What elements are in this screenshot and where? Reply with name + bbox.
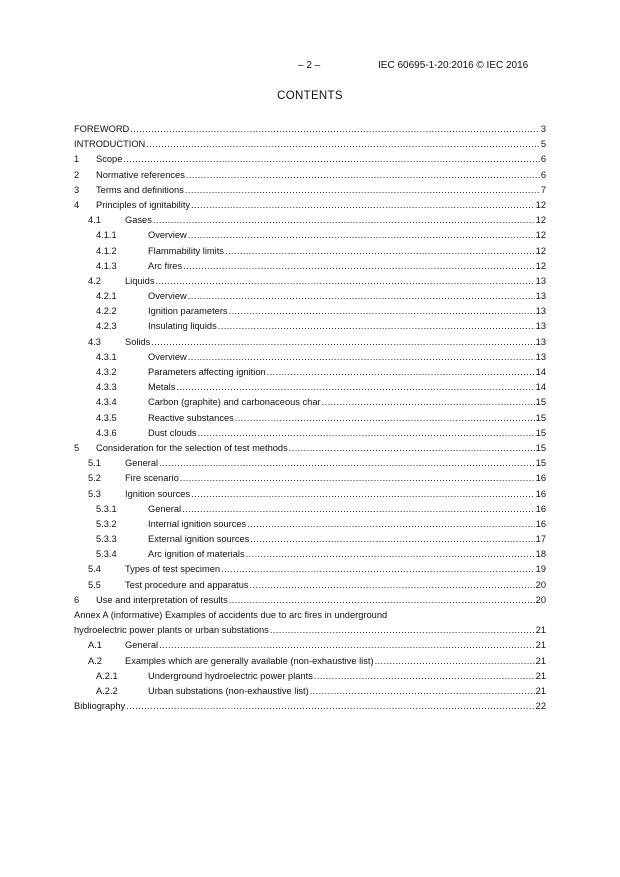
toc-entry-title-line2 (74, 623, 546, 638)
toc-entry-number: A.1 (88, 640, 102, 651)
toc-entry[interactable] (74, 137, 546, 152)
toc-entry-number: 6 (74, 594, 80, 605)
toc-entry-page: 22 (535, 701, 546, 712)
toc-entry-number: 4 (74, 199, 80, 210)
dot-leader (235, 411, 535, 426)
dot-leader (188, 289, 535, 304)
toc-entry-title: Internal ignition sources (148, 518, 247, 529)
toc-entry[interactable] (74, 426, 546, 441)
toc-entry-number: 4.1.3 (96, 260, 117, 271)
toc-entry-page: 13 (535, 336, 546, 347)
toc-entry-number: 4.3.3 (96, 382, 117, 393)
toc-entry-page: 18 (535, 549, 546, 560)
dot-leader (182, 502, 535, 517)
toc-entry[interactable] (74, 532, 546, 547)
dot-leader (146, 137, 540, 152)
toc-entry-title: Types of test specimen (125, 564, 221, 575)
toc-entry-page: 13 (535, 321, 546, 332)
toc-entry-number: 1 (74, 154, 80, 165)
toc-entry-number: 5.2 (88, 473, 101, 484)
toc-entry-page: 7 (540, 184, 546, 195)
toc-entry-page: 15 (535, 397, 546, 408)
toc-entry[interactable] (74, 213, 546, 228)
toc-entry-number: 4.3 (88, 336, 101, 347)
dot-leader (229, 304, 535, 319)
dot-leader (130, 122, 540, 137)
dot-leader (123, 152, 539, 167)
toc-entry[interactable] (74, 684, 546, 699)
toc-entry-page: 13 (535, 306, 546, 317)
toc-entry-title: Solids (125, 336, 151, 347)
toc-entry-title: INTRODUCTION (74, 139, 146, 150)
toc-entry-page: 14 (535, 382, 546, 393)
toc-entry[interactable] (74, 122, 546, 137)
dot-leader (159, 456, 535, 471)
toc-entry-title: Overview (148, 351, 187, 362)
toc-entry-title: General (125, 640, 159, 651)
dot-leader (188, 228, 535, 243)
toc-entry-title: Scope (96, 154, 123, 165)
toc-entry-title: FOREWORD (74, 124, 130, 134)
toc-entry-page: 6 (540, 169, 546, 180)
dot-leader (247, 517, 534, 532)
toc-entry-title: Arc fires (148, 260, 183, 271)
toc-entry-title: External ignition sources (148, 534, 250, 545)
toc-entry-number: 4.2.1 (96, 291, 117, 302)
toc-entry[interactable] (74, 274, 546, 289)
toc-entry[interactable] (74, 456, 546, 471)
toc-entry-page: 12 (535, 245, 546, 256)
toc-entry-number: 4.3.6 (96, 427, 117, 438)
toc-entry[interactable] (74, 350, 546, 365)
toc-entry-page: 19 (535, 564, 546, 575)
toc-entry-title: Use and interpretation of results (96, 594, 228, 605)
toc-entry-title: Annex A (informative) Examples of accidents due to arc fires in underground (74, 610, 388, 620)
toc-entry-title: Terms and definitions (96, 184, 184, 195)
toc-entry-number: A.2 (88, 655, 102, 666)
toc-entry-title: Carbon (graphite) and carbonaceous char (148, 397, 321, 408)
toc-entry[interactable] (74, 502, 546, 517)
dot-leader (176, 380, 534, 395)
toc-entry-number: 4.3.1 (96, 351, 117, 362)
dot-leader (151, 335, 534, 350)
toc-entry-number: 4.1 (88, 215, 101, 226)
dot-leader (191, 198, 535, 213)
toc-entry-page: 16 (535, 518, 546, 529)
toc-entry-number: 4.2.2 (96, 306, 117, 317)
toc-entry-number: 5.3.1 (96, 503, 117, 514)
toc-entry-number: 4.3.4 (96, 397, 117, 408)
toc-entry[interactable] (74, 198, 546, 213)
toc-entry-number: 5.3.4 (96, 549, 117, 560)
toc-entry[interactable] (74, 608, 546, 638)
standard-reference: IEC 60695-1-20:2016 © IEC 2016 (378, 60, 529, 71)
dot-leader (186, 168, 540, 183)
toc-entry-page: 21 (535, 670, 546, 681)
toc-entry-page: 14 (535, 367, 546, 377)
toc-entry-title-continued: hydroelectric power plants or urban substations (74, 625, 269, 636)
toc-entry-title: Test procedure and apparatus (125, 579, 249, 590)
toc-entry-title: Parameters affecting ignition (148, 367, 266, 377)
toc-entry-title: General (125, 458, 159, 469)
page-title: CONTENTS (277, 90, 343, 102)
toc-entry[interactable] (74, 699, 546, 714)
toc-entry-page: 12 (535, 230, 546, 241)
toc-entry-title: Liquids (125, 275, 155, 286)
toc-entry-number: 4.3.2 (96, 367, 117, 377)
toc-entry-page: 6 (540, 154, 546, 165)
toc-entry-page: 15 (535, 427, 546, 438)
toc-entry[interactable] (74, 562, 546, 577)
dot-leader (246, 547, 535, 562)
toc-entry-number: 4.2 (88, 275, 101, 286)
toc-entry-title: Reactive substances (148, 412, 234, 423)
toc-entry[interactable] (74, 168, 546, 183)
dot-leader (322, 395, 535, 410)
dot-leader (155, 274, 534, 289)
table-of-contents (74, 122, 546, 714)
toc-entry-number: 3 (74, 184, 80, 195)
toc-entry[interactable] (74, 244, 546, 259)
dot-leader (198, 426, 535, 441)
dot-leader (218, 319, 535, 334)
toc-entry[interactable] (74, 335, 546, 350)
toc-entry-title: Normative references (96, 169, 185, 180)
dot-leader (180, 471, 535, 486)
toc-entry-number: 4.1.1 (96, 230, 117, 241)
toc-entry-number: 5.1 (88, 458, 101, 469)
toc-entry-title: Gases (125, 215, 152, 226)
toc-entry-page: 12 (535, 199, 546, 210)
toc-entry-title: Ignition parameters (148, 306, 228, 317)
toc-entry-title: Consideration for the selection of test methods (96, 442, 288, 453)
dot-leader (153, 213, 535, 228)
toc-entry-title: Arc ignition of materials (148, 549, 245, 560)
toc-entry[interactable] (74, 380, 546, 395)
toc-entry-page: 20 (535, 579, 546, 590)
dot-leader (191, 487, 535, 502)
page-number: – 2 – (298, 60, 321, 71)
toc-entry[interactable] (74, 304, 546, 319)
toc-entry-title: Bibliography (74, 701, 126, 712)
toc-entry-number: 5 (74, 442, 80, 453)
toc-entry-page: 21 (535, 625, 546, 636)
toc-entry-page: 21 (535, 655, 546, 666)
toc-entry-page: 21 (535, 640, 546, 651)
toc-entry-title: Fire scenario (125, 473, 179, 484)
dot-leader (250, 532, 534, 547)
toc-entry-title: Flammability limits (148, 245, 224, 256)
toc-entry-page: 12 (535, 215, 546, 226)
toc-entry-page: 20 (535, 594, 546, 605)
toc-entry[interactable] (74, 289, 546, 304)
toc-entry[interactable] (74, 547, 546, 562)
toc-entry-title: Examples which are generally available (non-exhaustive list) (125, 655, 374, 666)
toc-entry-title: Principles of ignitability (96, 199, 191, 210)
dot-leader (289, 441, 535, 456)
toc-entry-title: Metals (148, 382, 176, 393)
toc-entry-title: Insulating liquids (148, 321, 217, 332)
dot-leader (185, 183, 540, 198)
dot-leader (314, 669, 535, 684)
toc-entry-number: A.2.1 (96, 670, 118, 681)
toc-entry-page: 15 (535, 442, 546, 453)
dot-leader (225, 244, 535, 259)
dot-leader (221, 562, 535, 577)
dot-leader (267, 365, 535, 380)
toc-entry-page: 13 (535, 351, 546, 362)
dot-leader (250, 578, 535, 593)
toc-entry-title: Underground hydroelectric power plants (148, 670, 313, 681)
toc-entry-page: 15 (535, 412, 546, 423)
toc-entry[interactable] (74, 183, 546, 198)
dot-leader (270, 623, 535, 638)
toc-entry-title: General (148, 503, 182, 514)
toc-entry[interactable] (74, 578, 546, 593)
toc-entry-number: A.2.2 (96, 685, 118, 696)
toc-entry-number: 5.3.3 (96, 534, 117, 545)
toc-entry[interactable] (74, 654, 546, 669)
toc-entry-title: Overview (148, 230, 187, 241)
dot-leader (126, 699, 534, 714)
toc-entry[interactable] (74, 411, 546, 426)
toc-entry-page: 16 (535, 473, 546, 484)
toc-entry[interactable] (74, 669, 546, 684)
toc-entry[interactable] (74, 228, 546, 243)
toc-entry[interactable] (74, 441, 546, 456)
toc-entry-number: 2 (74, 169, 80, 180)
toc-entry-page: 13 (535, 291, 546, 302)
toc-entry-page: 17 (535, 534, 546, 545)
toc-entry-page: 3 (540, 124, 546, 134)
toc-entry-page: 21 (535, 685, 546, 696)
toc-entry-title: Overview (148, 291, 187, 302)
toc-entry-number: 5.3 (88, 488, 101, 499)
toc-entry[interactable] (74, 259, 546, 274)
toc-entry-number: 4.2.3 (96, 321, 117, 332)
dot-leader (159, 638, 535, 653)
dot-leader (188, 350, 535, 365)
toc-entry-page: 16 (535, 488, 546, 499)
toc-entry-page: 5 (540, 139, 546, 150)
toc-entry[interactable] (74, 365, 546, 380)
toc-entry-number: 5.5 (88, 579, 101, 590)
toc-entry[interactable] (74, 638, 546, 653)
dot-leader (375, 654, 535, 669)
toc-entry-page: 16 (535, 503, 546, 514)
toc-entry[interactable] (74, 395, 546, 410)
toc-entry[interactable] (74, 471, 546, 486)
toc-entry-number: 4.3.5 (96, 412, 117, 423)
toc-entry-number: 4.1.2 (96, 245, 117, 256)
toc-entry-number: 5.3.2 (96, 518, 117, 529)
toc-entry-title: Urban substations (non-exhaustive list) (148, 685, 309, 696)
toc-entry-number: 5.4 (88, 564, 101, 575)
toc-entry-page: 15 (535, 458, 546, 469)
toc-entry-title: Ignition sources (125, 488, 191, 499)
dot-leader (310, 684, 535, 699)
toc-entry[interactable] (74, 517, 546, 532)
toc-entry[interactable] (74, 487, 546, 502)
dot-leader (183, 259, 535, 274)
toc-entry[interactable] (74, 152, 546, 167)
toc-entry-page: 13 (535, 275, 546, 286)
toc-entry[interactable] (74, 593, 546, 608)
toc-entry-page: 12 (535, 260, 546, 271)
dot-leader (229, 593, 535, 608)
toc-entry[interactable] (74, 319, 546, 334)
toc-entry-title: Dust clouds (148, 427, 197, 438)
